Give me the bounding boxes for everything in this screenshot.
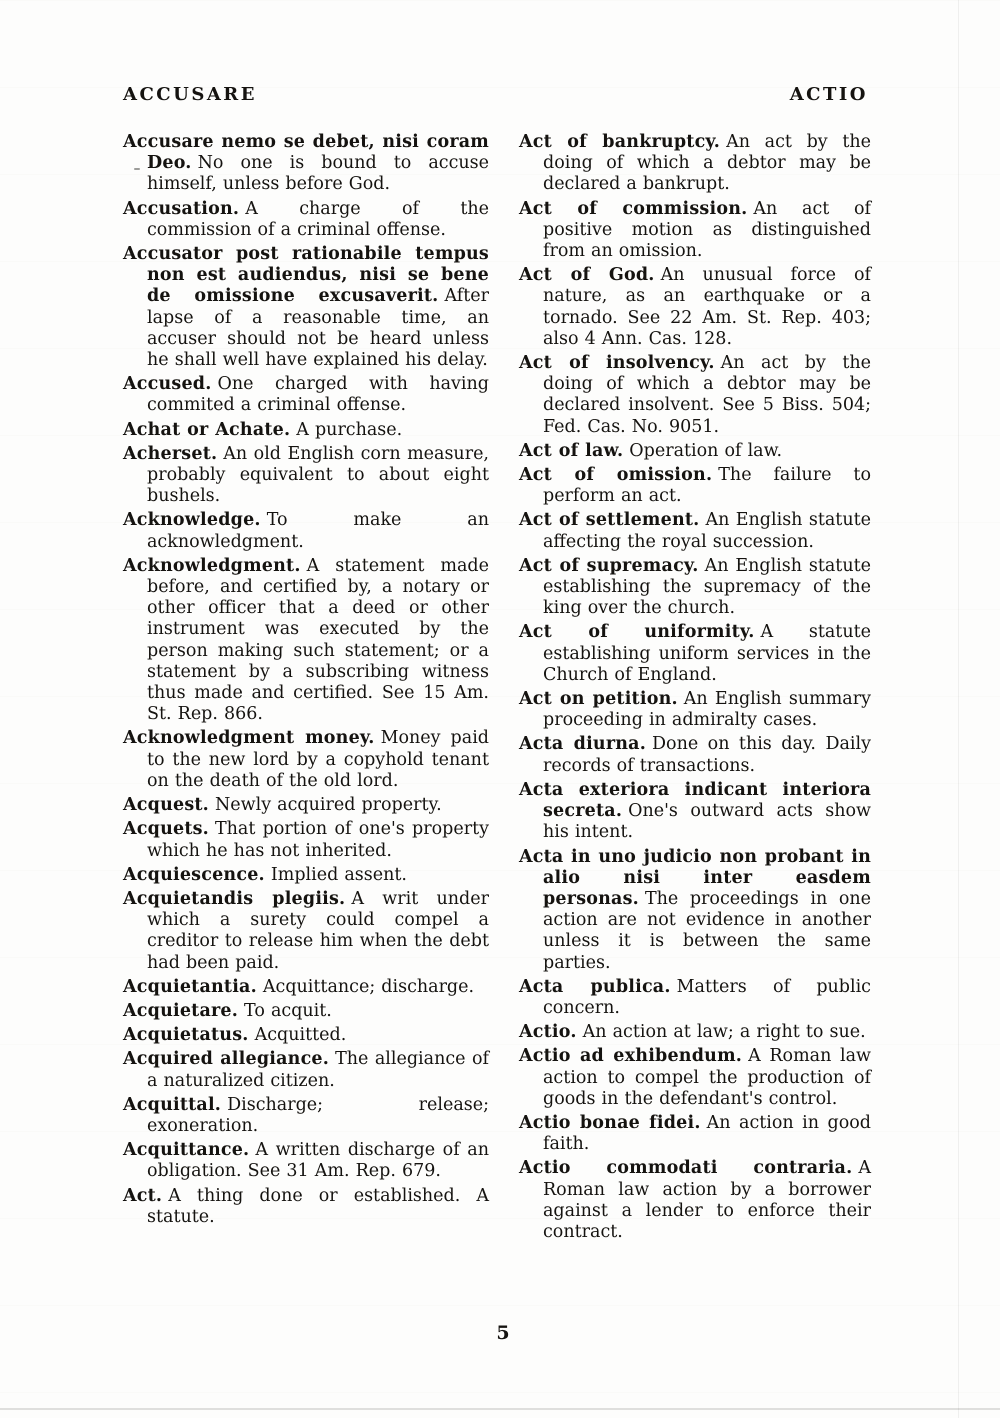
- entry-term: Acknowledge.: [123, 510, 261, 531]
- dictionary-entry: [123, 374, 489, 416]
- entry-term: Acquittance.: [123, 1140, 250, 1161]
- entry-term: Acquest.: [123, 795, 209, 816]
- entry-term: Acknowledgment money.: [123, 728, 375, 749]
- entry-term: Act of bankruptcy.: [519, 132, 721, 152]
- dictionary-entry: [123, 1140, 489, 1182]
- scan-fold-line: [958, 0, 959, 1418]
- dictionary-entry: [123, 556, 489, 726]
- dictionary-entry: [519, 734, 871, 776]
- entry-term: Acta in uno judicio non probant in alio nisi inter easdem personas.: [519, 846, 871, 909]
- dictionary-entry: [519, 132, 871, 196]
- dictionary-entry: [519, 465, 871, 507]
- dictionary-entry: [519, 199, 871, 263]
- entry-term: Achat or Achate.: [123, 419, 291, 440]
- entry-term: Acknowledgment.: [123, 555, 301, 576]
- entry-term: Accusation.: [123, 198, 240, 219]
- entry-term: Act of God.: [519, 265, 655, 286]
- entry-term: Acta diurna.: [519, 734, 647, 755]
- dictionary-entry: [519, 556, 871, 620]
- dictionary-entry: [123, 510, 489, 552]
- entry-definition: A charge of the commission of a criminal offense.: [147, 198, 489, 240]
- entry-definition: An action at law; a right to sue.: [582, 1022, 866, 1043]
- entry-definition: No one is bound to accuse himself, unless before God.: [147, 153, 489, 195]
- dictionary-entry: [123, 1001, 489, 1022]
- entry-term: Acquietandis plegiis.: [123, 888, 346, 909]
- entry-definition: An act by the doing of which a debtor may be declared a bankrupt.: [543, 132, 871, 195]
- dictionary-entry: [519, 353, 871, 438]
- entry-definition: One charged with having commited a criminal offense.: [147, 374, 489, 416]
- left-column: [123, 132, 489, 1246]
- entry-term: Acquiescence.: [123, 864, 265, 885]
- dictionary-entry: [519, 265, 871, 350]
- entry-definition: A Roman law action by a borrower against a lender to enforce their contract.: [543, 1158, 871, 1242]
- entry-definition: An English statute establishing the supremacy of the king over the church.: [543, 555, 871, 619]
- entry-definition: One's outward acts show his intent.: [543, 801, 871, 843]
- entry-term: Act of omission.: [519, 465, 713, 486]
- entry-term: Acquietatus.: [123, 1025, 249, 1046]
- entry-term: Actio.: [519, 1022, 577, 1043]
- right-column: [519, 132, 871, 1246]
- dictionary-entry: [123, 728, 489, 792]
- dictionary-entry: [519, 977, 871, 1019]
- entry-term: Act of settlement.: [519, 510, 700, 531]
- entry-definition: An English statute affecting the royal succession.: [543, 510, 871, 552]
- dictionary-entry: [519, 1158, 871, 1243]
- entry-definition: A writ under which a surety could compel a creditor to release him when the debt had been paid.: [147, 888, 489, 973]
- entry-term: Accusator post rationabile tempus non est audiendus, nisi se bene de omissione excusaverit.: [123, 244, 489, 307]
- dictionary-entry: [519, 689, 871, 731]
- entry-term: Act of law.: [519, 440, 624, 461]
- entry-definition: An old English corn measure, probably equivalent to about eight bushels.: [147, 443, 489, 507]
- entry-term: Act of uniformity.: [519, 622, 755, 643]
- running-head-left-word: ACCUSARE: [123, 84, 257, 105]
- entry-term: Act.: [123, 1185, 163, 1206]
- entry-definition: The allegiance of a naturalized citizen.: [147, 1049, 489, 1091]
- entry-term: Acta publica.: [519, 976, 671, 997]
- running-head: [123, 84, 868, 105]
- entry-definition: A statute establishing uniform services in the Church of England.: [543, 622, 871, 685]
- entry-term: Actio ad exhibendum.: [519, 1046, 743, 1067]
- entry-term: Act of commission.: [519, 198, 748, 219]
- entry-term: Act on petition.: [519, 689, 678, 710]
- entry-definition: Acquitted.: [254, 1025, 347, 1046]
- entry-definition: Money paid to the new lord by a copyhold tenant on the death of the old lord.: [147, 728, 489, 791]
- entry-term: Acherset.: [123, 443, 218, 464]
- entry-definition: Matters of public concern.: [543, 976, 871, 1018]
- entry-term: Act of supremacy.: [519, 555, 699, 576]
- entry-definition: An act by the doing of which a debtor may be declared insolvent. See 5 Biss. 504; Fed. Cas. No. 9051.: [543, 353, 871, 437]
- dictionary-entry: [123, 132, 489, 196]
- entry-definition: A statement made before, and certified by, a notary or other officer that a deed or other instrument was executed by the person making such statement; or a statement by a subscribing witness thus made and certified. See 15 Am. St. Rep. 866.: [147, 555, 489, 725]
- entry-term: Actio commodati contraria.: [519, 1158, 853, 1179]
- entry-term: Acta exteriora indicant interiora secreta.: [519, 779, 871, 822]
- dictionary-entry: [519, 847, 871, 974]
- entry-term: Acquets.: [123, 819, 209, 840]
- entry-term: Acquietare.: [123, 1000, 239, 1021]
- entry-definition: A Roman law action to compel the production of goods in the defendant's control.: [543, 1046, 871, 1109]
- entry-definition: The proceedings in one action are not evidence in another unless it is between the same parties.: [543, 888, 871, 973]
- dictionary-entry: [123, 795, 489, 816]
- dictionary-entry: [123, 1095, 489, 1137]
- dictionary-entry: [123, 889, 489, 974]
- entry-term: Acquittal.: [123, 1094, 222, 1115]
- entry-definition: Implied assent.: [270, 864, 407, 885]
- entry-definition: Done on this day. Daily records of transactions.: [543, 734, 871, 776]
- entry-term: Actio bonae fidei.: [519, 1112, 701, 1133]
- entry-definition: An English summary proceeding in admiralty cases.: [543, 689, 871, 731]
- entry-definition: Newly acquired property.: [214, 795, 442, 816]
- dictionary-entry: [519, 1113, 871, 1155]
- dictionary-entry: [123, 865, 489, 886]
- entry-term: Acquietantia.: [123, 976, 257, 997]
- entry-term: Acquired allegiance.: [123, 1049, 330, 1070]
- dictionary-entry: [123, 1049, 489, 1091]
- dictionary-entry: [123, 1186, 489, 1228]
- running-head-right-word: ACTIO: [789, 84, 868, 105]
- entry-definition: Acquittance; discharge.: [262, 976, 475, 997]
- dictionary-entry: [519, 1046, 871, 1110]
- entry-definition: An act of positive motion as distinguished from an omission.: [543, 198, 871, 262]
- entry-definition: To make an acknowledgment.: [147, 510, 489, 552]
- text-columns: [123, 132, 871, 1246]
- entry-term: Accused.: [123, 374, 212, 395]
- entry-definition: A purchase.: [296, 419, 403, 440]
- entry-term: Accusare nemo se debet, nisi coram Deo.: [123, 132, 489, 174]
- dictionary-entry: [123, 444, 489, 508]
- dictionary-entry: [519, 1022, 871, 1043]
- dictionary-entry: [123, 819, 489, 861]
- entry-definition: A written discharge of an obligation. See 31 Am. Rep. 679.: [147, 1140, 489, 1182]
- entry-definition: To acquit.: [244, 1000, 332, 1021]
- entry-definition: That portion of one's property which he has not inherited.: [147, 819, 489, 861]
- dictionary-entry: [519, 510, 871, 552]
- dictionary-entry: [519, 622, 871, 686]
- entry-definition: After lapse of a reasonable time, an accuser should not be heard unless he shall well have explained his delay.: [147, 286, 489, 371]
- dictionary-entry: [123, 420, 489, 441]
- dictionary-entry: [123, 199, 489, 241]
- dictionary-entry: [123, 244, 489, 371]
- entry-definition: An action in good faith.: [543, 1112, 871, 1155]
- entry-definition: The failure to perform an act.: [543, 465, 871, 507]
- entry-definition: An unusual force of nature, as an earthquake or a tornado. See 22 Am. St. Rep. 403; also 4 Ann. Cas. 128.: [543, 265, 871, 349]
- entry-term: Act of insolvency.: [519, 353, 715, 374]
- dictionary-entry: [519, 441, 871, 462]
- dictionary-entry: [123, 977, 489, 998]
- entry-definition: A thing done or established. A statute.: [147, 1185, 489, 1227]
- entry-definition: Discharge; release; exoneration.: [147, 1094, 489, 1136]
- page-number: 5: [496, 1322, 510, 1344]
- scan-edge-line: [0, 1408, 1000, 1410]
- dictionary-entry: [519, 780, 871, 844]
- dictionary-entry: [123, 1025, 489, 1046]
- entry-definition: Operation of law.: [629, 440, 783, 461]
